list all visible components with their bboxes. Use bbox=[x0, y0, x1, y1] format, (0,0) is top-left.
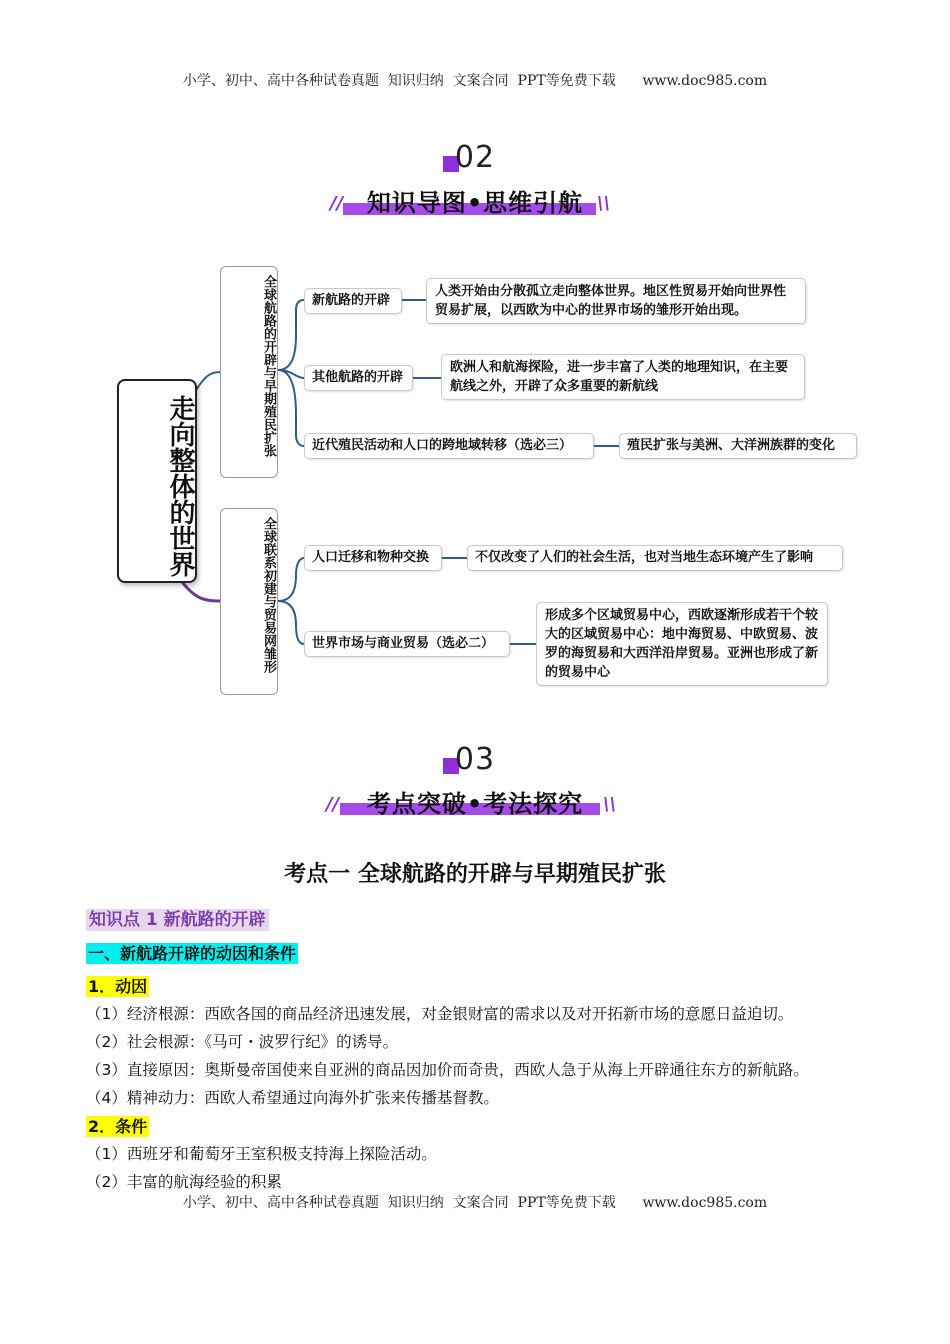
desc-colonial-migration bbox=[619, 433, 857, 459]
page-header: 小学、初中、高中各种试卷真题 知识归纳 文案合同 PPT等免费下载 www.doc985.com bbox=[182, 73, 768, 89]
node-migration-exchange bbox=[304, 545, 442, 571]
node-new-route-label: 新航路的开辟 bbox=[312, 293, 391, 308]
motive-heading bbox=[86, 974, 149, 997]
desc-migration-exchange-text: 不仅改变了人们的社会生活，也对当地生态环境产生了影响 bbox=[475, 550, 814, 565]
banner-slash-left: // bbox=[326, 794, 340, 815]
condition-heading bbox=[86, 1114, 149, 1137]
branch2-low bbox=[278, 601, 304, 644]
desc-other-routes-text: 欧洲人和航海探险，进一步丰富了人类的地理知识，在主要航线之外，开辟了众多重要的新航线 bbox=[450, 360, 789, 394]
desc-new-route bbox=[426, 278, 806, 324]
branch-1-label: 全球航路的开辟与早期殖民扩张 bbox=[261, 275, 276, 457]
node-new-route bbox=[304, 288, 402, 314]
section-number: 02 bbox=[454, 140, 496, 175]
knowledge-point-label: 知识点 1 新航路的开辟 bbox=[86, 909, 269, 931]
desc-world-market bbox=[536, 602, 828, 686]
condition-heading-label: 2．条件 bbox=[88, 1117, 148, 1136]
node-colonial-migration-label: 近代殖民活动和人口的跨地域转移（选必三） bbox=[312, 438, 573, 453]
branch2-top bbox=[278, 558, 304, 601]
desc-new-route-text: 人类开始由分散孤立走向整体世界。地区性贸易开始向世界性贸易扩展，以西欧为中心的世界市场的雏形开始出现。 bbox=[435, 284, 787, 318]
desc-world-market-text: 形成多个区域贸易中心，西欧逐渐形成若干个较大的区域贸易中心：地中海贸易、中欧贸易、波罗的海贸易和大西洋沿岸贸易。亚洲也形成了新的贸易中心 bbox=[545, 608, 819, 680]
motive-heading-label: 1．动因 bbox=[88, 977, 148, 996]
branch1-low bbox=[278, 370, 304, 446]
mindmap-root bbox=[117, 379, 197, 583]
banner-slash-right: \\ bbox=[597, 193, 611, 214]
node-world-market-label: 世界市场与商业贸易（选必二） bbox=[312, 636, 495, 651]
branch-2-label: 全球联系初建与贸易网雏形 bbox=[261, 517, 276, 673]
desc-colonial-migration-text: 殖民扩张与美洲、大洋洲族群的变化 bbox=[627, 438, 836, 453]
desc-migration-exchange bbox=[467, 545, 843, 571]
banner-slash-right: \\ bbox=[603, 794, 617, 815]
section-number: 03 bbox=[454, 742, 496, 777]
mindmap-branch-2 bbox=[220, 508, 278, 695]
subheading-label: 一、新航路开辟的动因和条件 bbox=[88, 944, 297, 963]
subheading bbox=[86, 941, 298, 964]
page-footer: 小学、初中、高中各种试卷真题 知识归纳 文案合同 PPT等免费下载 www.doc985.com bbox=[182, 1195, 768, 1211]
mindmap-branch-1 bbox=[220, 266, 278, 478]
motive-item: （3）直接原因：奥斯曼帝国使来自亚洲的商品因加价而奇贵，西欧人急于从海上开辟通往东方的新航路。 bbox=[86, 1061, 809, 1079]
section-title: 知识导图•思维引航 bbox=[366, 189, 584, 217]
condition-item: （1）西班牙和葡萄牙王室积极支持海上探险活动。 bbox=[86, 1145, 437, 1163]
mindmap-root-label: 走向整体的世界 bbox=[165, 395, 195, 577]
exam-point-title: 考点一 全球航路的开辟与早期殖民扩张 bbox=[284, 862, 666, 887]
node-other-routes-label: 其他航路的开辟 bbox=[312, 370, 404, 385]
knowledge-point-heading bbox=[86, 905, 269, 930]
desc-other-routes bbox=[441, 354, 805, 400]
condition-item: （2）丰富的航海经验的积累 bbox=[86, 1173, 282, 1191]
banner-slash-left: // bbox=[330, 193, 344, 214]
root-to-branch1 bbox=[193, 372, 222, 395]
node-world-market bbox=[304, 631, 510, 657]
branch1-spine bbox=[278, 300, 304, 370]
node-other-routes bbox=[304, 365, 413, 391]
section-title: 考点突破•考法探究 bbox=[366, 790, 584, 818]
motive-item: （4）精神动力：西欧人希望通过向海外扩张来传播基督教。 bbox=[86, 1089, 499, 1107]
motive-item: （1）经济根源：西欧各国的商品经济迅速发展，对金银财富的需求以及对开拓新市场的意愿日益迫切。 bbox=[86, 1005, 794, 1023]
node-migration-exchange-label: 人口迁移和物种交换 bbox=[312, 550, 430, 565]
node-colonial-migration bbox=[304, 433, 594, 459]
motive-item: （2）社会根源：《马可・波罗行纪》的诱导。 bbox=[86, 1033, 399, 1051]
